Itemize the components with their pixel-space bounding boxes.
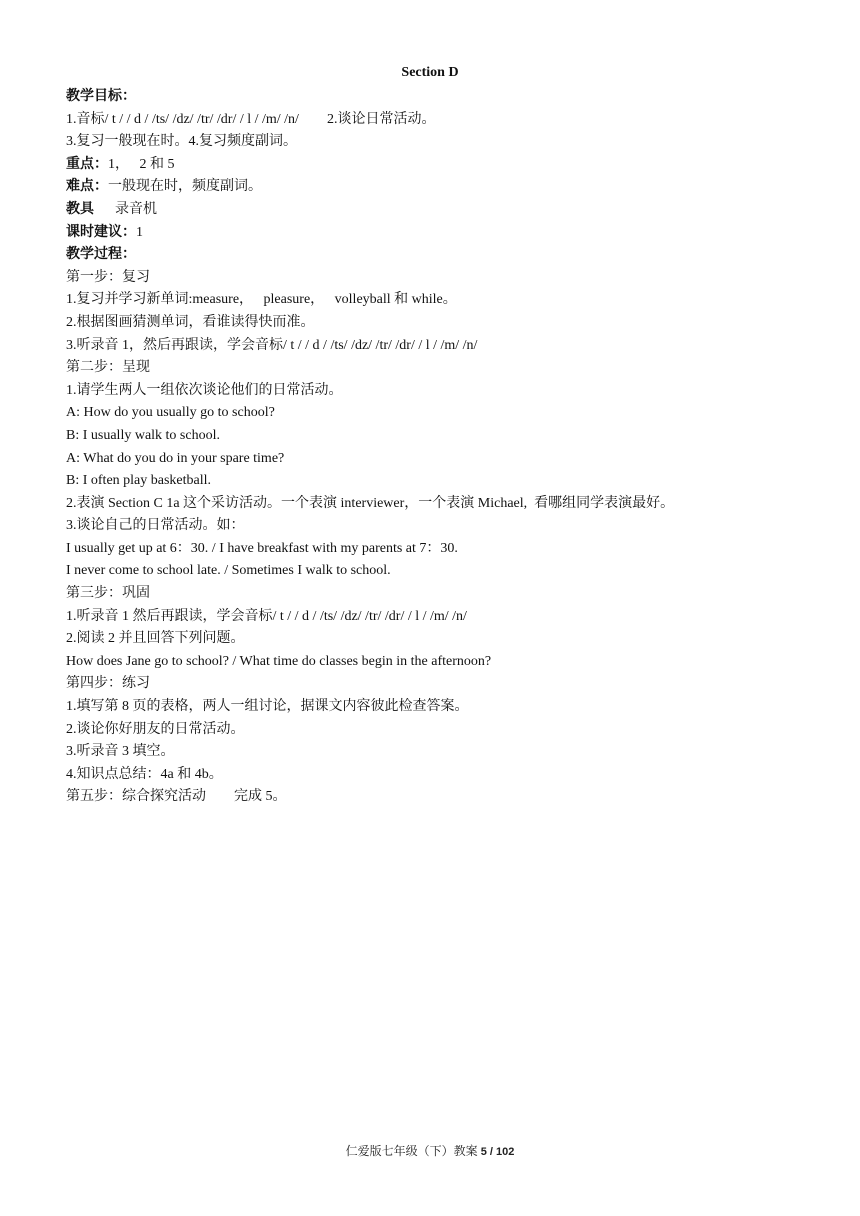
line-text: 第一步：复习 xyxy=(66,269,150,285)
line-text: A: What do you do in your spare time? xyxy=(66,450,285,466)
document-line xyxy=(66,606,826,629)
document-line xyxy=(66,538,826,561)
line-text: A: How do you usually go to school? xyxy=(66,405,275,421)
line-text: 第三步：巩固 xyxy=(66,586,150,602)
document-line xyxy=(66,651,826,674)
line-text: 1.听录音 1 然后再跟读，学会音标/ t / / d / /ts/ /dz/ /tr/ /dr/ / l / /m/ /n/ xyxy=(66,608,467,624)
page-footer xyxy=(0,1143,860,1160)
document-line xyxy=(66,176,826,199)
line-label: 课时建议： xyxy=(66,224,136,240)
line-text: 2.表演 Section C 1a 这个采访活动。一个表演 interviewer，一个表演 Michael, 看哪组同学表演最好。 xyxy=(66,495,675,511)
document-line xyxy=(66,312,826,335)
line-text: 第五步：综合探究活动 完成 5。 xyxy=(66,789,287,805)
document-line xyxy=(66,289,826,312)
line-text: 3.复习一般现在时。4.复习频度副词。 xyxy=(66,134,297,150)
document-line xyxy=(66,86,826,109)
document-line xyxy=(66,673,826,696)
line-text: 2.谈论你好朋友的日常活动。 xyxy=(66,721,245,737)
line-text: How does Jane go to school? / What time do classes begin in the afternoon? xyxy=(66,653,492,669)
document-line xyxy=(66,493,826,516)
line-text: I never come to school late. / Sometimes I walk to school. xyxy=(66,563,391,579)
line-text: 第二步：呈现 xyxy=(66,360,150,376)
document-body xyxy=(66,86,826,809)
document-line xyxy=(66,696,826,719)
line-label: 难点： xyxy=(66,179,108,195)
line-text: 3.听录音 1，然后再跟读，学会音标/ t / / d / /ts/ /dz/ /tr/ /dr/ / l / /m/ /n/ xyxy=(66,337,478,353)
document-line xyxy=(66,109,826,132)
document-line xyxy=(66,244,826,267)
line-text: 1.复习并学习新单词:measure， pleasure， volleyball 和 while。 xyxy=(66,292,457,308)
line-text: 2.根据图画猜测单词，看谁读得快而准。 xyxy=(66,314,315,330)
line-label: 教学过程： xyxy=(66,247,136,263)
line-text: 2.阅读 2 并且回答下列问题。 xyxy=(66,631,245,647)
document-line xyxy=(66,470,826,493)
line-text: 1.音标/ t / / d / /ts/ /dz/ /tr/ /dr/ / l / /m/ /n/ 2.谈论日常活动。 xyxy=(66,111,436,127)
document-line xyxy=(66,741,826,764)
document-line xyxy=(66,583,826,606)
line-label: 教学目标： xyxy=(66,89,136,104)
line-text: 1.请学生两人一组依次谈论他们的日常活动。 xyxy=(66,382,343,398)
document-line xyxy=(66,131,826,154)
page-number: 5 / 102 xyxy=(480,1146,515,1158)
document-line xyxy=(66,560,826,583)
line-text: 录音机 xyxy=(94,201,157,217)
line-text: 3.听录音 3 填空。 xyxy=(66,744,175,760)
document-line xyxy=(66,764,826,787)
document-line xyxy=(66,199,826,222)
document-line xyxy=(66,380,826,403)
line-label: 重点： xyxy=(66,156,108,172)
section-title: Section D xyxy=(401,65,459,80)
line-text: 第四步：练习 xyxy=(66,676,150,692)
line-text: 1 xyxy=(136,224,143,240)
document-line xyxy=(66,786,826,809)
document-line xyxy=(66,515,826,538)
line-text: 1.填写第 8 页的表格，两人一组讨论，据课文内容彼此检查答案。 xyxy=(66,699,469,715)
line-text: 一般现在时，频度副词。 xyxy=(108,179,262,195)
line-label: 教具 xyxy=(66,201,94,217)
line-text: B: I usually walk to school. xyxy=(66,427,220,443)
line-text: I usually get up at 6：30. / I have breakfast with my parents at 7：30. xyxy=(66,540,458,556)
line-text: B: I often play basketball. xyxy=(66,473,212,489)
document-line xyxy=(66,222,826,245)
footer-text: 仁爱版七年级（下）教案 xyxy=(345,1144,478,1158)
document-line xyxy=(66,719,826,742)
document-line xyxy=(66,335,826,358)
document-line xyxy=(66,425,826,448)
document-line xyxy=(66,628,826,651)
document-line xyxy=(66,267,826,290)
document-line xyxy=(66,448,826,471)
document-line xyxy=(66,154,826,177)
line-text: 1， 2 和 5 xyxy=(108,156,175,172)
line-text: 3.谈论自己的日常活动。如： xyxy=(66,518,245,534)
document-line xyxy=(66,402,826,425)
document-line xyxy=(66,357,826,380)
line-text: 4.知识点总结：4a 和 4b。 xyxy=(66,766,223,782)
